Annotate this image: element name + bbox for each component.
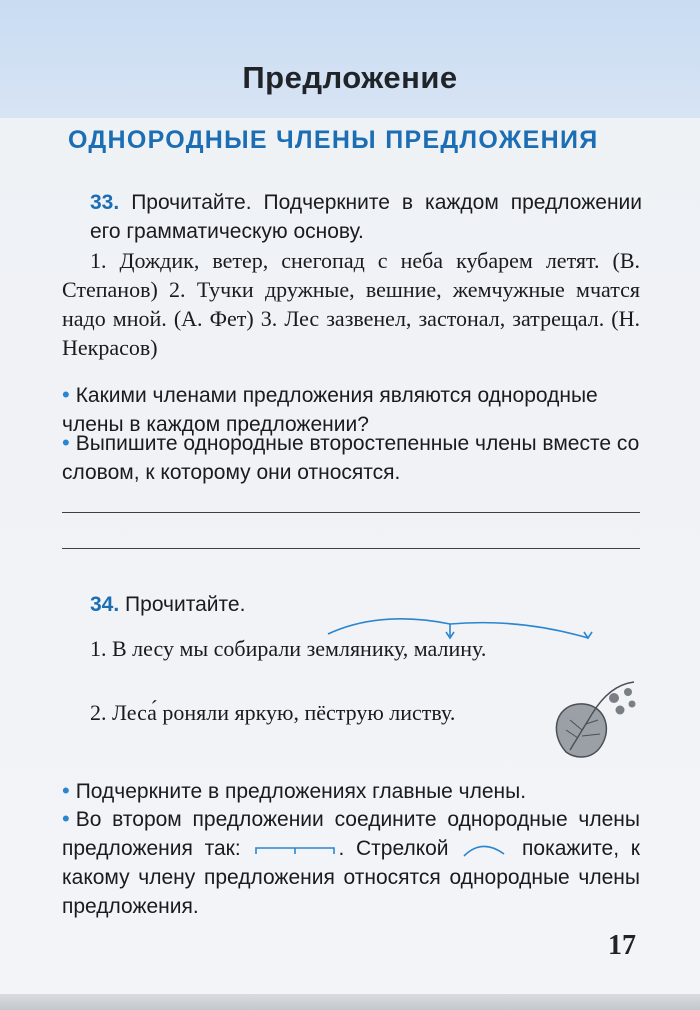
exercise-33-task-2 (62, 428, 640, 487)
exercise-33-instruction: Прочитайте. Подчеркните в каждом предложении его грамматическую основу. (90, 191, 642, 243)
exercise-34-task-2-c: покажите, к какому члену предложения относятся однородные члены предложения. (62, 837, 640, 918)
link-bracket-icon (252, 840, 338, 858)
page-bottom-edge (0, 994, 700, 1010)
writing-line-1[interactable] (62, 512, 640, 513)
exercise-34-task-1-text: Подчеркните в предложениях главные члены. (75, 780, 527, 803)
exercise-34-task-2 (62, 804, 640, 921)
exercise-34-number: 34. (90, 593, 120, 616)
exercise-33-instruction-block (90, 188, 642, 246)
strawberry-leaf-icon (548, 674, 644, 758)
exercise-33-task-1-text: Какими членами предложения являются однородные члены в каждом предложении? (62, 384, 598, 436)
exercise-34-sentence-1: 1. В лесу мы собирали землянику, малину. (90, 636, 487, 661)
topic-title: ОДНОРОДНЫЕ ЧЛЕНЫ ПРЕДЛОЖЕНИЯ (68, 126, 599, 154)
writing-line-2[interactable] (62, 548, 640, 549)
exercise-34-task-1 (62, 776, 640, 806)
arc-arrow-icon (460, 840, 510, 858)
exercise-34-task-2-a: Во втором предложении соедините однородные члены предложения так: (62, 808, 640, 860)
section-title: Предложение (242, 60, 458, 95)
bullet-icon: • (62, 806, 70, 831)
exercise-33-number: 33. (90, 191, 120, 214)
header-band (0, 0, 700, 118)
exercise-33-task-2-text: Выпишите однородные второстепенные члены вместе со словом, к которому они относятся. (62, 432, 640, 484)
bullet-icon: • (62, 430, 70, 455)
page-number: 17 (608, 930, 636, 961)
exercise-34-sentence-2: 2. Леса́ роняли яркую, пёструю листву. (90, 700, 456, 725)
exercise-34-instruction: Прочитайте. (125, 593, 246, 616)
bullet-icon: • (62, 382, 70, 407)
bullet-icon: • (62, 778, 70, 803)
exercise-33-text: 1. Дождик, ветер, снегопад с неба кубарем летят. (В. Степанов) 2. Тучки дружные, вешние, жемчужные мчатся надо мной. (А. Фет) 3. Лес зазвенел, застонал, затрещал. (Н. Некрасов) (62, 248, 640, 360)
exercise-34-task-2-b: . Стрелкой (338, 837, 449, 860)
